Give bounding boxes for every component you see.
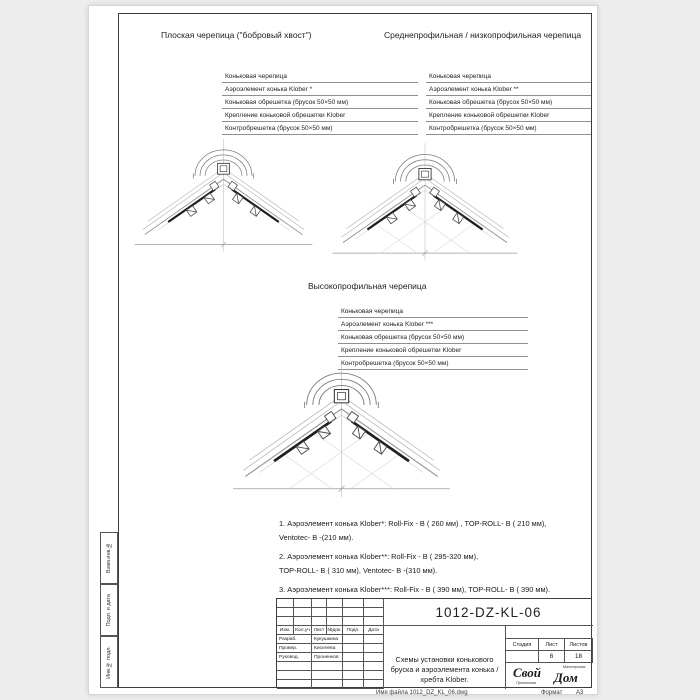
tb-empty-cell	[277, 680, 312, 689]
tb-name: Киселева	[312, 644, 343, 653]
callout-label: Контробрешетка (брусок 50×50 мм)	[338, 357, 528, 370]
callout-label: Контробрешетка (брусок 50×50 мм)	[426, 122, 591, 135]
callout-label: Крепление коньковой обрешетки Klober	[426, 109, 591, 122]
tb-empty-cell	[343, 662, 364, 671]
tb-empty-cell	[364, 635, 384, 644]
note-3	[279, 585, 597, 599]
tb-empty-cell	[343, 608, 364, 617]
tb-empty-cell	[327, 599, 343, 608]
tb-empty-cell	[277, 662, 312, 671]
tb-header-list: Лист	[312, 626, 327, 635]
logo-small-masterskaya: Мастерская	[563, 665, 586, 669]
tb-empty-cell	[343, 617, 364, 626]
tb-empty-cell	[327, 617, 343, 626]
tb-name: Проненков	[312, 653, 343, 662]
drawing-sheet	[88, 5, 598, 695]
title-block	[276, 598, 592, 688]
tb-role: Руковод.	[277, 653, 312, 662]
callout-label: Крепление коньковой обрешетки Klober	[222, 109, 418, 122]
callout-label: Коньковая обрешетка (брусок 50×50 мм)	[222, 96, 418, 109]
tb-empty-cell	[312, 671, 343, 680]
stamp-label: Инв.№ подл.	[106, 645, 112, 679]
note-2	[279, 552, 597, 579]
section-title-mid-low-profile: Среднепрофильная / низкопрофильная черепица	[384, 30, 582, 40]
tb-empty-cell	[364, 644, 384, 653]
callout-label: Коньковая черепица	[426, 70, 591, 83]
tb-empty-cell	[277, 671, 312, 680]
callout-label: Аэроэлемент конька Klober ***	[338, 318, 528, 331]
roof-ridge-section-high-profile	[229, 366, 454, 499]
tb-empty-cell	[343, 644, 364, 653]
tb-role: Разраб.	[277, 635, 312, 644]
note-line: 1. Аэроэлемент конька Klober*: Roll-Fix - B ( 260 мм) , TOP-ROLL- B ( 210 мм),	[279, 519, 547, 528]
document-title: Схемы установки конькового бруска и аэроэлемента конька / хребта Klober.	[384, 626, 506, 689]
tb-header-podp: Подп.	[343, 626, 364, 635]
tb-empty-cell	[364, 608, 384, 617]
tb-empty-cell	[364, 599, 384, 608]
tb-empty-cell	[312, 599, 327, 608]
signature-grid	[277, 635, 384, 689]
tb-empty-cell	[277, 617, 294, 626]
callout-label: Аэроэлемент конька Klober **	[426, 83, 591, 96]
file-name: Имя файла 1012_DZ_KL_06.dwg	[376, 690, 468, 696]
note-line: TOP-ROLL- B ( 310 мм), Ventotec- B -(310 мм).	[279, 565, 438, 575]
tb-name: Кукушкина	[312, 635, 343, 644]
callout-label: Контробрешетка (брусок 50×50 мм)	[222, 122, 418, 135]
tb-empty-cell	[364, 680, 384, 689]
roof-ridge-section-flat-tile	[131, 139, 316, 253]
revision-grid	[277, 599, 384, 635]
stamp-vzam-inv	[100, 532, 118, 584]
tb-header-koluch: Кол.уч	[294, 626, 312, 635]
tb-role: Провер.	[277, 644, 312, 653]
tb-empty-cell	[312, 617, 327, 626]
tb-empty-cell	[364, 653, 384, 662]
callout-label: Коньковая обрешетка (брусок 50×50 мм)	[426, 96, 591, 109]
callout-list-flat-tile	[222, 70, 418, 135]
notes-block	[279, 519, 597, 605]
logo-word-svoi: Свой	[513, 665, 542, 680]
stage-value-list: 6	[539, 651, 565, 663]
stamp-inv-podl	[100, 636, 118, 688]
section-title-high-profile: Высокопрофильная черепица	[308, 281, 427, 291]
document-number: 1012-DZ-KL-06	[384, 599, 593, 626]
tb-empty-cell	[294, 608, 312, 617]
roof-ridge-section-mid-low-profile	[329, 143, 521, 262]
format-label: Формат	[541, 690, 563, 696]
note-line: Ventotec- B -(210 мм).	[279, 532, 354, 542]
tb-empty-cell	[312, 680, 343, 689]
stage-header-stadia: Стадия	[506, 639, 539, 651]
tb-header-data: Дата	[364, 626, 384, 635]
callout-label: Крепление коньковой обрешетки Klober	[338, 344, 528, 357]
note-line: 2. Аэроэлемент конька Klober**: Roll-Fix - B ( 295-320 мм),	[279, 552, 479, 561]
tb-empty-cell	[277, 599, 294, 608]
tb-empty-cell	[364, 662, 384, 671]
note-line: 3. Аэроэлемент конька Klober***: Roll-Fix - B ( 390 мм), TOP-ROLL- B ( 390 мм).	[279, 585, 551, 594]
callout-label: Коньковая обрешетка (брусок 50×50 мм)	[338, 331, 528, 344]
tb-header-izm: Изм.	[277, 626, 294, 635]
callout-label: Коньковая черепица	[338, 305, 528, 318]
tb-empty-cell	[364, 617, 384, 626]
tb-empty-cell	[343, 680, 364, 689]
stamp-label: Подп. и дата	[106, 593, 112, 627]
callout-list-high-profile	[338, 305, 528, 370]
tb-empty-cell	[312, 608, 327, 617]
tb-empty-cell	[364, 671, 384, 680]
tb-empty-cell	[343, 635, 364, 644]
tb-empty-cell	[343, 653, 364, 662]
tb-empty-cell	[343, 599, 364, 608]
stage-header-listov: Листов	[565, 639, 593, 651]
tb-empty-cell	[312, 662, 343, 671]
note-1	[279, 519, 597, 546]
stage-header-list: Лист	[539, 639, 565, 651]
format-value: А3	[576, 690, 584, 696]
callout-list-mid-low-profile	[426, 70, 591, 135]
tb-empty-cell	[294, 599, 312, 608]
callout-label: Аэроэлемент конька Klober *	[222, 83, 418, 96]
section-title-flat-tile: Плоская черепица ("бобровый хвост")	[161, 30, 312, 40]
logo-small-proektnaya: Проектная	[516, 681, 537, 685]
tb-empty-cell	[294, 617, 312, 626]
stage-table	[506, 638, 593, 663]
tb-empty-cell	[277, 608, 294, 617]
tb-empty-cell	[327, 608, 343, 617]
stamp-podp-data	[100, 584, 118, 636]
stage-value-listov: 18	[565, 651, 593, 663]
stamp-label: Взам.инв.№	[106, 542, 112, 574]
tb-empty-cell	[343, 671, 364, 680]
callout-label: Коньковая черепица	[222, 70, 418, 83]
company-logo	[506, 662, 593, 689]
logo-word-dom: Дом	[554, 670, 578, 685]
tb-header-ndok: №док.	[327, 626, 343, 635]
